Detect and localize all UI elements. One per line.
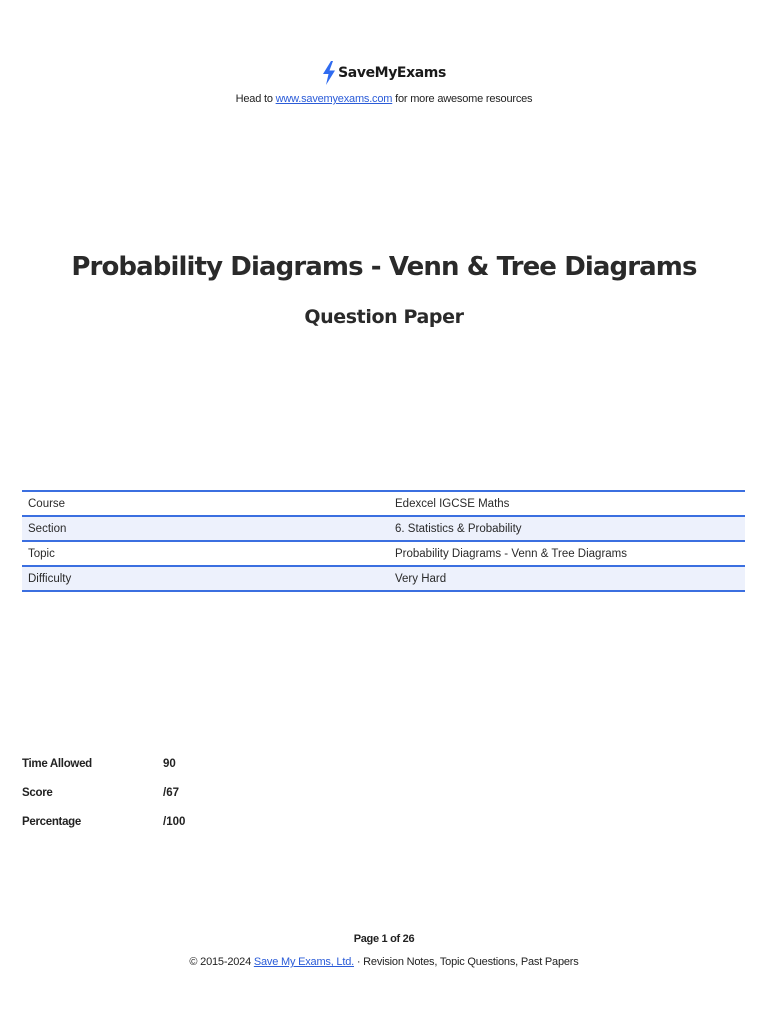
row-value: Very Hard bbox=[389, 566, 745, 591]
page-header bbox=[0, 60, 768, 105]
tagline bbox=[0, 93, 768, 105]
stat-label: Time Allowed bbox=[22, 758, 92, 770]
lightning-bolt-icon bbox=[322, 61, 336, 85]
stat-score bbox=[22, 787, 185, 816]
row-value: 6. Statistics & Probability bbox=[389, 516, 745, 541]
copyright-prefix: © 2015-2024 bbox=[189, 956, 251, 968]
stat-value: 90 bbox=[163, 758, 176, 770]
stat-percentage bbox=[22, 816, 185, 845]
stats-block bbox=[22, 758, 185, 845]
row-label: Difficulty bbox=[22, 566, 389, 591]
row-label: Course bbox=[22, 491, 389, 516]
table-row bbox=[22, 516, 745, 541]
row-value: Probability Diagrams - Venn & Tree Diagrams bbox=[389, 541, 745, 566]
page-subtitle: Question Paper bbox=[304, 306, 464, 328]
copyright-line bbox=[0, 956, 768, 968]
row-label: Topic bbox=[22, 541, 389, 566]
tagline-prefix: Head to bbox=[235, 93, 273, 105]
stat-value: /100 bbox=[163, 816, 186, 828]
row-label: Section bbox=[22, 516, 389, 541]
logo-text: SaveMyExams bbox=[338, 65, 446, 81]
stat-label: Percentage bbox=[22, 816, 82, 828]
stat-value: /67 bbox=[163, 787, 179, 799]
stat-label: Score bbox=[22, 787, 53, 799]
info-table bbox=[22, 490, 745, 592]
page-number: Page 1 of 26 bbox=[353, 933, 415, 945]
logo[interactable] bbox=[322, 60, 446, 86]
table-row bbox=[22, 541, 745, 566]
copyright-suffix: · Revision Notes, Topic Questions, Past Papers bbox=[356, 956, 579, 968]
table-row bbox=[22, 491, 745, 516]
page-title: Probability Diagrams - Venn & Tree Diagrams bbox=[71, 252, 697, 282]
row-value: Edexcel IGCSE Maths bbox=[389, 491, 745, 516]
tagline-suffix: for more awesome resources bbox=[395, 93, 533, 105]
table-row bbox=[22, 566, 745, 591]
company-link[interactable]: Save My Exams, Ltd. bbox=[253, 956, 354, 968]
stat-time-allowed bbox=[22, 758, 185, 787]
website-link[interactable]: www.savemyexams.com bbox=[275, 93, 393, 105]
